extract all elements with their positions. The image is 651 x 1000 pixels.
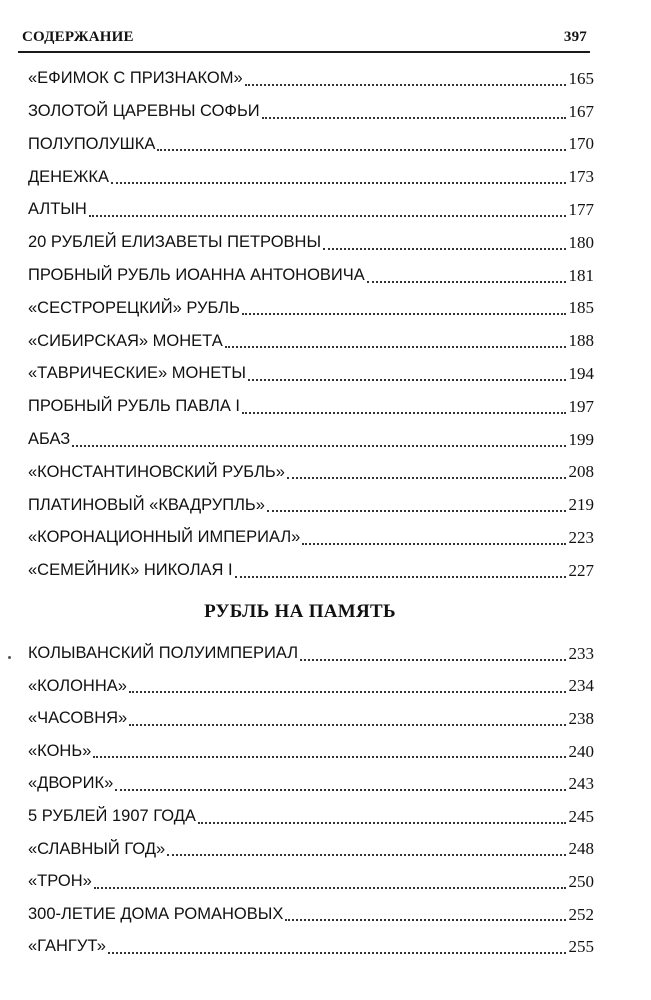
toc-entry-title: ПЛАТИНОВЫЙ «КВАДРУПЛЬ» — [28, 495, 265, 514]
toc-entry-title: «КОЛОННА» — [28, 676, 127, 695]
toc-entry — [28, 62, 594, 95]
toc-entry — [28, 292, 594, 325]
toc-entry-page: 170 — [568, 134, 594, 154]
header-rule — [18, 51, 590, 53]
dot-leader — [245, 62, 566, 95]
toc-entry-page: 180 — [568, 232, 594, 252]
toc-entry — [28, 800, 594, 833]
dot-leader — [157, 128, 565, 161]
toc-entry-title: «ТРОН» — [28, 872, 92, 891]
toc-entry-title: КОЛЫВАНСКИЙ ПОЛУИМПЕРИАЛ — [28, 644, 299, 663]
toc-entry — [28, 423, 594, 456]
toc-entry — [28, 160, 594, 193]
dot-leader — [248, 357, 566, 390]
dot-leader — [111, 160, 566, 193]
dot-leader — [115, 767, 565, 800]
toc-entry-page: 245 — [568, 806, 594, 826]
running-header-title: СОДЕРЖАНИЕ — [22, 29, 134, 45]
dot-leader — [367, 259, 566, 292]
toc-entry-title: ПОЛУПОЛУШКА — [28, 134, 156, 153]
dot-leader — [242, 390, 565, 423]
dot-leader — [262, 95, 566, 128]
toc-entry-title: «КОНЬ» — [28, 741, 92, 760]
toc-entry — [28, 735, 594, 768]
dot-leader — [93, 735, 565, 768]
toc-entry — [28, 767, 594, 800]
running-header-page-number: 397 — [563, 29, 587, 45]
toc-entry-page: 167 — [568, 101, 594, 121]
toc-entry — [28, 324, 594, 357]
dot-leader — [94, 865, 566, 898]
toc-entry-page: 199 — [568, 429, 594, 449]
dot-leader — [89, 193, 566, 226]
dot-leader — [285, 898, 565, 931]
dot-leader — [242, 292, 566, 325]
dot-leader — [267, 488, 566, 521]
toc-entry — [28, 456, 594, 489]
toc-entry-title: 5 РУБЛЕЙ 1907 ГОДА — [28, 807, 196, 826]
stray-ink-dot — [8, 656, 11, 659]
toc-entry — [28, 521, 594, 554]
toc-entry — [28, 259, 594, 292]
toc-entry-page: 250 — [568, 871, 594, 891]
toc-entry-title: «ДВОРИК» — [28, 774, 114, 793]
toc-entry-title: АБАЗ — [28, 429, 71, 448]
toc-entry — [28, 702, 594, 735]
toc-entry-page: 234 — [568, 676, 594, 696]
toc-entry-page: 194 — [568, 364, 594, 384]
toc-entry — [28, 226, 594, 259]
dot-leader — [225, 324, 566, 357]
toc-entry-page: 188 — [568, 331, 594, 351]
toc-entry — [28, 930, 594, 963]
toc-entry — [28, 670, 594, 703]
toc-entry-page: 227 — [568, 560, 594, 580]
toc-entry-title: «ГАНГУТ» — [28, 937, 106, 956]
toc-entry-page: 208 — [568, 462, 594, 482]
dot-leader — [108, 930, 566, 963]
toc-list-part2 — [28, 637, 594, 963]
toc-entry-title: «СЕМЕЙНИК» НИКОЛАЯ I — [28, 561, 233, 580]
toc-entry-title: «СЕСТРОРЕЦКИЙ» РУБЛЬ — [28, 298, 240, 317]
dot-leader — [198, 800, 566, 833]
toc-entry-title: АЛТЫН — [28, 200, 87, 219]
toc-entry-page: 255 — [568, 937, 594, 957]
toc-entry-page: 243 — [568, 774, 594, 794]
toc-entry-page: 240 — [568, 741, 594, 761]
toc-entry-page: 197 — [568, 396, 594, 416]
toc-entry-page: 233 — [568, 643, 594, 663]
dot-leader — [129, 670, 566, 703]
dot-leader — [167, 833, 565, 866]
toc-entry-page: 252 — [568, 904, 594, 924]
toc-entry-title: «ЕФИМОК С ПРИЗНАКОМ» — [28, 69, 243, 88]
toc-entry — [28, 193, 594, 226]
toc-entry-title: 300-ЛЕТИЕ ДОМА РОМАНОВЫХ — [28, 904, 284, 923]
toc-entry — [28, 95, 594, 128]
toc-entry-page: 165 — [568, 68, 594, 88]
toc-entry-page: 173 — [568, 167, 594, 187]
toc-entry-title: ДЕНЕЖКА — [28, 167, 109, 186]
toc-entry-title: «СЛАВНЫЙ ГОД» — [28, 839, 166, 858]
toc-entry-title: «ЧАСОВНЯ» — [28, 709, 128, 728]
toc-entry — [28, 554, 594, 587]
toc-entry — [28, 488, 594, 521]
dot-leader — [300, 637, 565, 670]
toc-entry-title: «КОРОНАЦИОННЫЙ ИМПЕРИАЛ» — [28, 528, 301, 547]
dot-leader — [235, 554, 566, 587]
toc-entry-page: 248 — [568, 839, 594, 859]
toc-entry-page: 219 — [568, 495, 594, 515]
toc-entry-title: «КОНСТАНТИНОВСКИЙ РУБЛЬ» — [28, 462, 285, 481]
toc-entry-page: 238 — [568, 708, 594, 728]
toc-entry-title: 20 РУБЛЕЙ ЕЛИЗАВЕТЫ ПЕТРОВНЫ — [28, 233, 322, 252]
toc-entry-title: «СИБИРСКАЯ» МОНЕТА — [28, 331, 223, 350]
toc-entry — [28, 637, 594, 670]
toc-entry — [28, 865, 594, 898]
toc-entry-title: ПРОБНЫЙ РУБЛЬ ПАВЛА I — [28, 397, 241, 416]
toc-entry — [28, 390, 594, 423]
toc-list-part1 — [28, 62, 594, 587]
toc-entry-title: ПРОБНЫЙ РУБЛЬ ИОАННА АНТОНОВИЧА — [28, 265, 365, 284]
toc-entry-page: 181 — [568, 265, 594, 285]
toc-entry — [28, 898, 594, 931]
dot-leader — [72, 423, 565, 456]
running-header — [22, 22, 587, 46]
toc-entry-title: «ТАВРИЧЕСКИЕ» МОНЕТЫ — [28, 364, 246, 383]
toc-entry-page: 185 — [568, 298, 594, 318]
section-heading: РУБЛЬ НА ПАМЯТЬ — [204, 601, 396, 622]
toc-entry — [28, 128, 594, 161]
toc-entry-page: 223 — [568, 528, 594, 548]
toc-entry-page: 177 — [568, 200, 594, 220]
dot-leader — [129, 702, 565, 735]
toc-entry — [28, 833, 594, 866]
dot-leader — [323, 226, 565, 259]
toc-entry-title: ЗОЛОТОЙ ЦАРЕВНЫ СОФЬИ — [28, 101, 260, 120]
dot-leader — [302, 521, 565, 554]
dot-leader — [287, 456, 566, 489]
toc-entry — [28, 357, 594, 390]
